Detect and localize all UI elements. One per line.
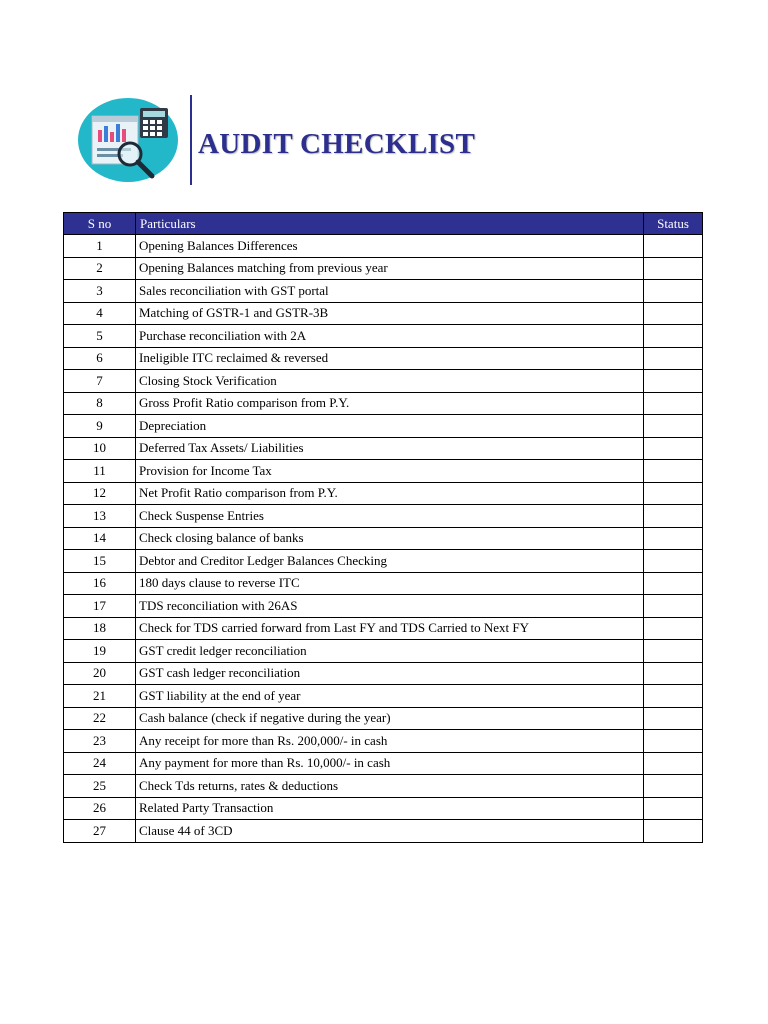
row-particular-cell: 180 days clause to reverse ITC [136,572,644,595]
row-particular-cell: Related Party Transaction [136,797,644,820]
row-particular-cell: Opening Balances Differences [136,235,644,258]
row-number-cell: 5 [64,325,136,348]
column-header-sno: S no [64,213,136,235]
row-status-cell[interactable] [644,752,703,775]
row-particular-cell: Check for TDS carried forward from Last FY and TDS Carried to Next FY [136,617,644,640]
table-row [64,460,703,483]
row-particular-cell: Check closing balance of banks [136,527,644,550]
row-number-cell: 15 [64,550,136,573]
row-particular-cell: Check Suspense Entries [136,505,644,528]
row-number-cell: 17 [64,595,136,618]
row-status-cell[interactable] [644,460,703,483]
row-particular-cell: Sales reconciliation with GST portal [136,280,644,303]
table-row [64,730,703,753]
table-row [64,347,703,370]
column-header-particulars: Particulars [136,213,644,235]
row-number-cell: 21 [64,685,136,708]
row-number-cell: 13 [64,505,136,528]
row-status-cell[interactable] [644,775,703,798]
row-number-cell: 9 [64,415,136,438]
table-row [64,302,703,325]
row-number-cell: 25 [64,775,136,798]
row-number-cell: 27 [64,820,136,843]
table-row [64,595,703,618]
row-number-cell: 8 [64,392,136,415]
row-particular-cell: Depreciation [136,415,644,438]
row-status-cell[interactable] [644,482,703,505]
table-row [64,280,703,303]
row-number-cell: 4 [64,302,136,325]
row-status-cell[interactable] [644,820,703,843]
row-status-cell[interactable] [644,595,703,618]
row-number-cell: 18 [64,617,136,640]
table-row [64,572,703,595]
row-status-cell[interactable] [644,797,703,820]
row-status-cell[interactable] [644,257,703,280]
row-number-cell: 14 [64,527,136,550]
table-row [64,325,703,348]
table-row [64,505,703,528]
table-row [64,640,703,663]
row-status-cell[interactable] [644,662,703,685]
table-row [64,257,703,280]
row-status-cell[interactable] [644,415,703,438]
table-row [64,527,703,550]
row-particular-cell: GST credit ledger reconciliation [136,640,644,663]
table-row [64,685,703,708]
row-particular-cell: Gross Profit Ratio comparison from P.Y. [136,392,644,415]
row-particular-cell: Opening Balances matching from previous year [136,257,644,280]
audit-logo-icon [78,96,180,186]
table-row [64,392,703,415]
table-header-row [64,213,703,235]
row-status-cell[interactable] [644,527,703,550]
row-status-cell[interactable] [644,730,703,753]
table-row [64,617,703,640]
row-number-cell: 1 [64,235,136,258]
row-status-cell[interactable] [644,437,703,460]
row-status-cell[interactable] [644,640,703,663]
row-particular-cell: Cash balance (check if negative during the year) [136,707,644,730]
row-number-cell: 19 [64,640,136,663]
row-particular-cell: Provision for Income Tax [136,460,644,483]
row-particular-cell: Matching of GSTR-1 and GSTR-3B [136,302,644,325]
row-status-cell[interactable] [644,685,703,708]
row-status-cell[interactable] [644,370,703,393]
row-number-cell: 16 [64,572,136,595]
table-row [64,482,703,505]
row-particular-cell: Net Profit Ratio comparison from P.Y. [136,482,644,505]
row-particular-cell: Any payment for more than Rs. 10,000/- in cash [136,752,644,775]
row-particular-cell: TDS reconciliation with 26AS [136,595,644,618]
row-particular-cell: Clause 44 of 3CD [136,820,644,843]
row-number-cell: 12 [64,482,136,505]
table-row [64,752,703,775]
table-row [64,820,703,843]
row-status-cell[interactable] [644,325,703,348]
row-particular-cell: Purchase reconciliation with 2A [136,325,644,348]
row-number-cell: 11 [64,460,136,483]
header-divider [190,95,192,185]
row-number-cell: 10 [64,437,136,460]
row-particular-cell: Any receipt for more than Rs. 200,000/- in cash [136,730,644,753]
page-title: AUDIT CHECKLIST [198,128,476,160]
row-number-cell: 3 [64,280,136,303]
table-row [64,707,703,730]
row-number-cell: 26 [64,797,136,820]
row-number-cell: 22 [64,707,136,730]
table-row [64,235,703,258]
row-status-cell[interactable] [644,302,703,325]
row-number-cell: 24 [64,752,136,775]
row-status-cell[interactable] [644,617,703,640]
row-particular-cell: Debtor and Creditor Ledger Balances Checking [136,550,644,573]
table-row [64,550,703,573]
row-status-cell[interactable] [644,572,703,595]
row-particular-cell: Ineligible ITC reclaimed & reversed [136,347,644,370]
row-particular-cell: Deferred Tax Assets/ Liabilities [136,437,644,460]
row-status-cell[interactable] [644,550,703,573]
table-row [64,775,703,798]
row-status-cell[interactable] [644,392,703,415]
table-row [64,437,703,460]
row-number-cell: 2 [64,257,136,280]
row-status-cell[interactable] [644,235,703,258]
row-particular-cell: GST liability at the end of year [136,685,644,708]
row-status-cell[interactable] [644,280,703,303]
audit-checklist-table [63,212,703,843]
table-row [64,662,703,685]
row-particular-cell: GST cash ledger reconciliation [136,662,644,685]
row-number-cell: 7 [64,370,136,393]
table-row [64,797,703,820]
table-row [64,415,703,438]
row-status-cell[interactable] [644,505,703,528]
table-row [64,370,703,393]
row-number-cell: 23 [64,730,136,753]
row-status-cell[interactable] [644,707,703,730]
row-particular-cell: Check Tds returns, rates & deductions [136,775,644,798]
row-status-cell[interactable] [644,347,703,370]
column-header-status: Status [644,213,703,235]
row-number-cell: 20 [64,662,136,685]
row-particular-cell: Closing Stock Verification [136,370,644,393]
row-number-cell: 6 [64,347,136,370]
